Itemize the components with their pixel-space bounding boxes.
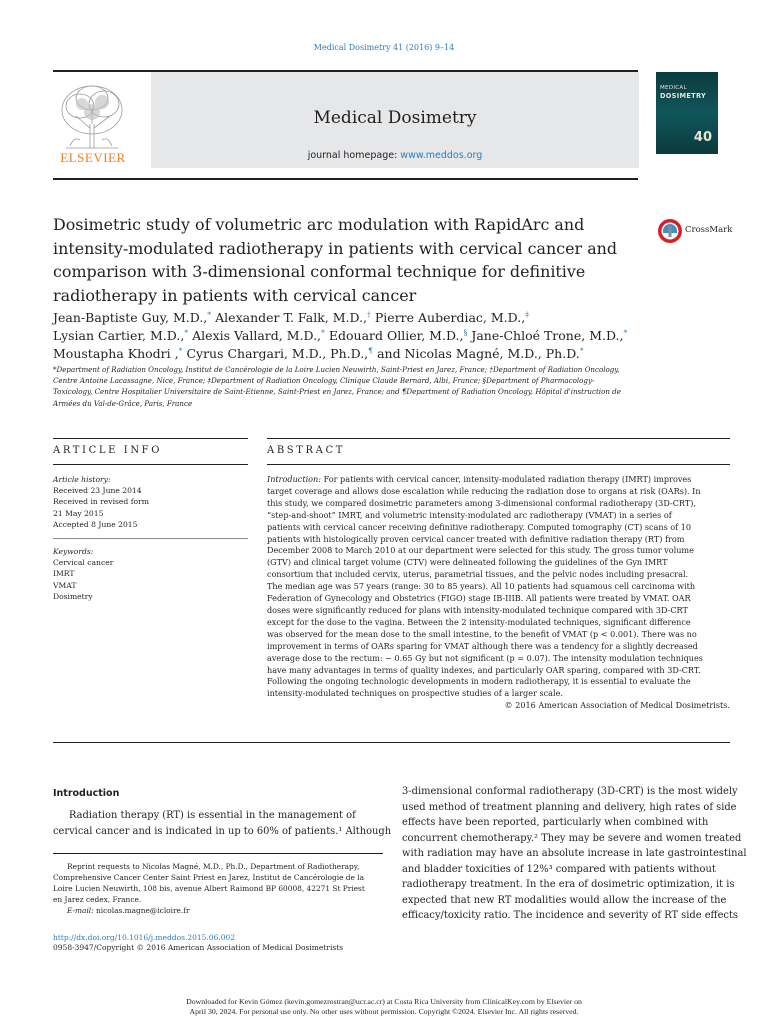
abstract-intro-label: Introduction: [267, 474, 321, 484]
author-affiliation-mark[interactable]: § [463, 327, 468, 337]
abstract-body [267, 474, 730, 712]
reprint-footnote [53, 861, 383, 916]
title-line: intensity-modulated radiotherapy in patients with cervical cancer and [53, 238, 618, 258]
masthead-bottom-rule [53, 178, 638, 180]
abstract-line: improvement in terms of OARs sparing for VMAT although there was a tendency for a slightly decreased [267, 640, 698, 651]
email-address[interactable]: nicolas.magne@icloire.fr [93, 906, 190, 916]
title-line: Dosimetric study of volumetric arc modulation with RapidArc and [53, 215, 585, 234]
issn-copyright: 0958-3947/Copyright © 2016 American Association of Medical Dosimetrists [53, 943, 344, 952]
keyword-item: IMRT [53, 569, 75, 579]
footnote-line: Loire Lucien Neuwirth, 108 bis, avenue Albert Raimond BP 60008, 42271 St Priest [53, 884, 365, 894]
author-affiliation-mark[interactable]: * [623, 327, 628, 337]
author-affiliation-mark[interactable]: * [184, 327, 189, 337]
journal-citation[interactable]: Medical Dosimetry 41 (2016) 9–14 [313, 43, 455, 52]
journal-homepage-link[interactable]: www.meddos.org [400, 150, 483, 161]
title-line: comparison with 3-dimensional conformal technique for definitive [53, 262, 586, 281]
body-line: and bladder toxicities of 12%³ compared with patients without [402, 863, 716, 875]
author-list [53, 309, 693, 363]
footnote-email-line [53, 905, 383, 916]
abstract-line: Federation of Gynecology and Obstetrics (FIGO) stage IB-IIIB. All patients were treated by VMAT. OAR [267, 593, 691, 604]
body-line: radiotherapy treatment. In the era of dosimetric optimization, it is [402, 879, 735, 890]
abstract-line: The median age was 57 years (range: 30 to 85 years). All 10 patients had squamous cell carcinoma with [267, 581, 696, 592]
article-history [53, 474, 248, 530]
affiliation-line: Armées du Val-de-Grâce, Paris, France [53, 398, 193, 408]
history-item: 21 May 2015 [53, 508, 104, 518]
footnote-rule [53, 853, 383, 854]
author-name: Lysian Cartier, M.D., [53, 328, 185, 343]
cover-title-line2: DOSIMETRY [660, 92, 707, 100]
affiliation-line: Toxicology, Centre Hospitalier Universitaire de Saint-Etienne, Saint-Priest en Jarez, France; and ¶Department of Radiation Oncology, Hôpital d'instruction de [53, 387, 621, 397]
author-name: Edouard Ollier, M.D., [328, 328, 464, 343]
abstract-top-rule [267, 438, 730, 439]
author-name: and Nicolas Magné, M.D., Ph.D. [377, 346, 580, 361]
author-affiliation-mark[interactable]: * [207, 309, 212, 319]
author-name: Moustapha Khodri , [53, 346, 179, 361]
abstract-copyright: © 2016 American Association of Medical Dosimetrists. [504, 700, 730, 711]
author-name: Pierre Auberdiac, M.D., [374, 310, 526, 325]
author-affiliation-mark[interactable]: ¶ [368, 345, 374, 355]
author-name: Jean-Baptiste Guy, M.D., [53, 310, 208, 325]
affiliation-line: *Department of Radiation Oncology, Institut de Cancérologie de la Loire Lucien Neuwirth, Saint-Priest en Jarez, France; †Department of Radiation Oncology, [53, 365, 620, 374]
article-history-label: Article history: [53, 475, 111, 484]
crossmark-icon[interactable] [657, 218, 683, 244]
author-name: Alexis Vallard, M.D., [192, 328, 322, 343]
author-name: Alexander T. Falk, M.D., [215, 310, 368, 325]
journal-cover-thumbnail[interactable] [656, 72, 718, 154]
abstract-line: patients with cervical cancer receiving definitive radiotherapy. Computed tomography (CT) scans of 10 [267, 521, 692, 532]
abstract-line: Following the ongoing technologic developments in modern radiotherapy, it is essential to evaluate the [267, 676, 691, 687]
body-line: used method of treatment planning and delivery, high rates of side [402, 801, 737, 813]
journal-title: Medical Dosimetry [313, 108, 477, 128]
keyword-item: Dosimetry [53, 591, 93, 601]
body-right-column [402, 784, 747, 924]
abstract-line: (GTV) and clinical target volume (CTV) were delineated following the guidelines of the Gyn IMRT [267, 557, 668, 568]
cover-anniversary-badge: 40 [693, 130, 712, 145]
cover-title-line1: MEDICAL [660, 85, 687, 91]
author-line [53, 309, 693, 327]
abstract-line: December 2008 to March 2010 at our department were selected for this study. The gross tumor volume [267, 545, 694, 556]
abstract-line: have many advantages in terms of quality indexes, and particularly OAR sparing, compared with 3D-CRT. [267, 664, 701, 675]
abstract-first-line: For patients with cervical cancer, intensity-modulated radiation therapy (IMRT) improves [321, 474, 692, 484]
history-item: Accepted 8 June 2015 [53, 519, 138, 529]
abstract-line: “step-and-shoot” IMRT, and volumetric intensity-modulated arc radiotherapy (VMAT) in a series of [267, 509, 672, 520]
history-item: Received in revised form [53, 497, 149, 507]
body-line: expected that new RT modalities would allow the increase of the [402, 894, 727, 906]
history-item: Received 23 June 2014 [53, 486, 142, 496]
body-line: Radiation therapy (RT) is essential in the management of [69, 810, 356, 821]
abstract-heading-rule [267, 464, 730, 465]
abstract-line: doses were significantly reduced for plans with intensity-modulated technique compared with 3D-CRT [267, 604, 688, 615]
elsevier-wordmark: ELSEVIER [60, 150, 126, 165]
footnote-line: en Jarez cedex, France. [53, 895, 142, 905]
abstract-heading: ABSTRACT [267, 445, 345, 456]
keyword-item: VMAT [53, 580, 77, 590]
abstract-line: target coverage and allows dose escalation while reducing the radiation dose to organs at risk (OARs). In [267, 485, 701, 496]
author-name: Jane-Chloé Trone, M.D., [471, 328, 624, 343]
keywords [53, 546, 248, 602]
download-notice-line: Downloaded for Kevin Gómez (kevin.gomezrostran@ucr.ac.cr) at Costa Rica University from ClinicalKey.com by Elsevier on [186, 997, 582, 1006]
abstract-line: was observed for the mean dose to the small intestine, to the benefit of VMAT (p < 0.001). There was no [267, 628, 697, 639]
title-line: radiotherapy in patients with cervical cancer [53, 285, 417, 305]
introduction-heading: Introduction [53, 788, 120, 799]
author-line [53, 345, 693, 363]
author-affiliation-mark[interactable]: ‡ [525, 309, 530, 319]
affiliation-line: Centre Antoine Lacassagne, Nice, France; ‡Department of Radiation Oncology, Clinique Claude Bernard, Albi, France; §Department of Pharmacology- [53, 376, 595, 386]
body-line: effects have been reported, particularly when combined with [402, 817, 709, 828]
abstract-bottom-rule [53, 742, 730, 743]
affiliations [53, 364, 718, 409]
abstract-line: average dose to the rectum: − 0.65 Gy but not significant (p = 0.07). The intensity modulation techniques [267, 652, 703, 663]
author-affiliation-mark[interactable]: † [367, 309, 371, 319]
abstract-line: consortium that included cervix, uterus, parametrial tissues, and the pelvic nodes including presacral. [267, 569, 689, 580]
author-affiliation-mark[interactable]: * [321, 327, 325, 337]
footnote-line: Reprint requests to Nicolas Magné, M.D., Ph.D., Department of Radiotherapy, [67, 862, 360, 871]
abstract-line: except for the dose to the vagina. Between the 2 intensity-modulated techniques, significant difference [267, 616, 691, 627]
body-line: with radiation may have an absolute increase in late gastrointestinal [402, 848, 747, 859]
download-notice-line: April 30, 2024. For personal use only. No other uses without permission. Copyright ©2024. Elsevier Inc. All rights reserved. [189, 1007, 579, 1016]
author-affiliation-mark[interactable]: * [178, 345, 183, 355]
download-notice [0, 997, 768, 1017]
footnote-line: Comprehensive Cancer Center Saint Priest en Jarez, Institut de Cancérologie de la [53, 873, 365, 883]
abstract-line: patients with histologically proven cervical cancer treated with definitive radiation therapy (RT) from [267, 533, 685, 544]
journal-homepage: journal homepage: www.meddos.org [307, 150, 483, 161]
body-left-column [53, 808, 392, 839]
abstract-line [267, 474, 730, 486]
body-line: cervical cancer and is indicated in up to 60% of patients.¹ Although [53, 825, 392, 837]
body-line: efficacy/toxicity ratio. The incidence and severity of RT side effects [402, 910, 738, 921]
crossmark-label[interactable]: CrossMark [685, 225, 733, 235]
article-title [53, 213, 643, 307]
author-affiliation-mark[interactable]: * [579, 345, 584, 355]
author-line [53, 327, 693, 345]
article-info-divider [53, 538, 248, 539]
email-label: E-mail: [67, 906, 94, 916]
keywords-label: Keywords: [53, 547, 94, 556]
abstract-line: intensity-modulated techniques on prospective studies of a larger scale. [267, 688, 563, 699]
body-line: concurrent chemotherapy.² They may be severe and women treated [402, 832, 742, 844]
article-info-heading-rule [53, 464, 248, 465]
article-info-top-rule [53, 438, 248, 439]
doi-link[interactable]: http://dx.doi.org/10.1016/j.meddos.2015.06.002 [53, 933, 236, 942]
keyword-item: Cervical cancer [53, 558, 114, 568]
article-info-heading: ARTICLE INFO [53, 445, 163, 456]
abstract-line: this study, we compared dosimetric parameters among 3-dimensional conformal radiotherapy (3D-CRT), [267, 497, 696, 508]
body-line: 3-dimensional conformal radiotherapy (3D-CRT) is the most widely [402, 786, 738, 797]
author-name: Cyrus Chargari, M.D., Ph.D., [186, 346, 369, 361]
